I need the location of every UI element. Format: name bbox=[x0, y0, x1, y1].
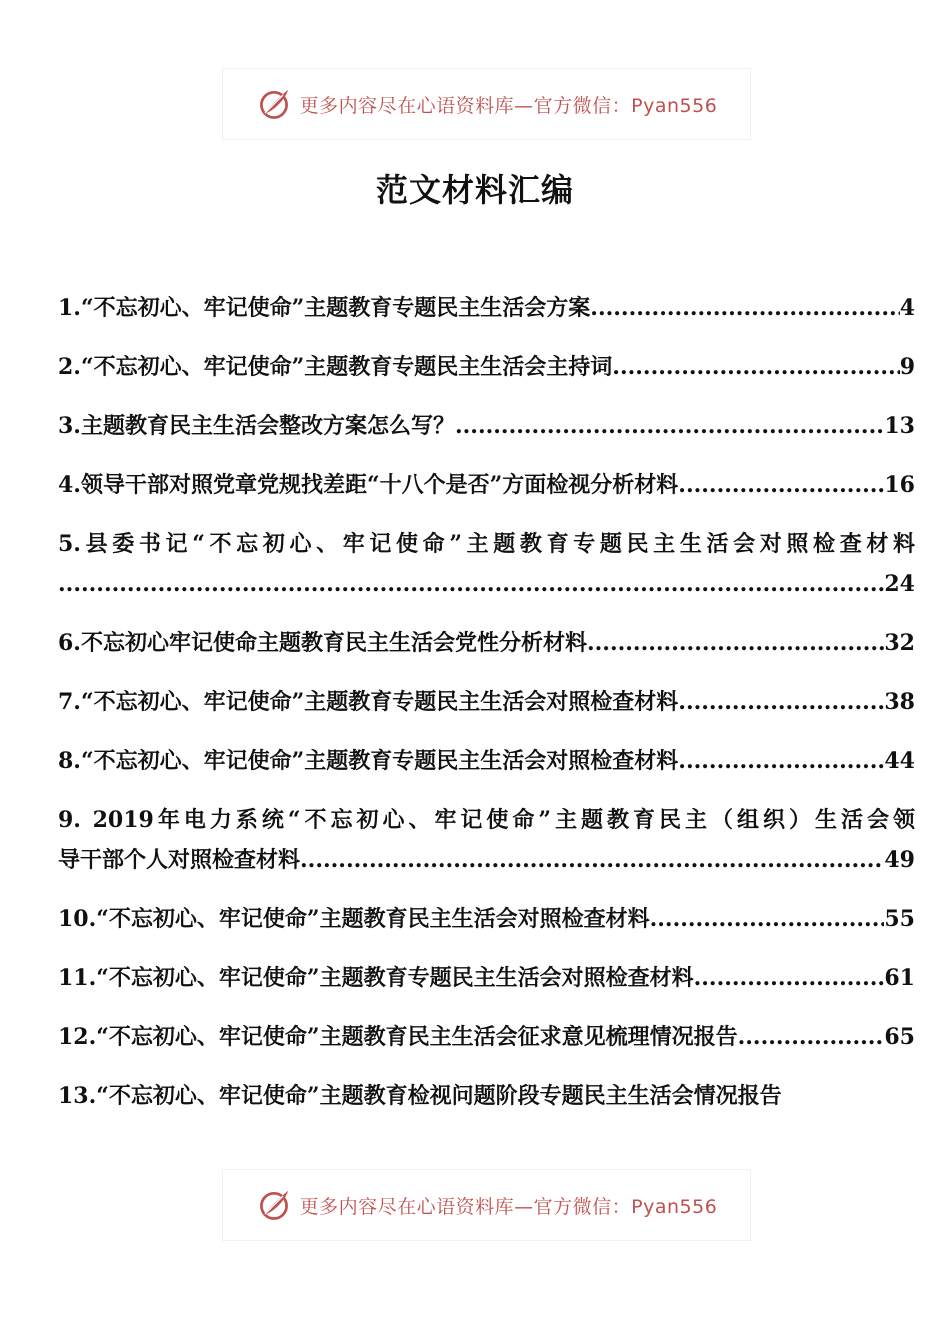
toc-entry-title: 8.“不忘初心、牢记使命”主题教育专题民主生活会对照检查材料 bbox=[58, 748, 679, 774]
toc-entry[interactable] bbox=[58, 741, 915, 781]
toc-entry[interactable] bbox=[58, 682, 915, 722]
toc-entry[interactable] bbox=[58, 899, 915, 939]
toc-entry-title: 12.“不忘初心、牢记使命”主题教育民主生活会征求意见梳理情况报告 bbox=[58, 1024, 738, 1050]
toc-leader-dots bbox=[587, 623, 884, 663]
toc-leader-dots bbox=[678, 741, 884, 781]
toc-page-number: 44 bbox=[884, 748, 915, 774]
toc-page-number: 55 bbox=[884, 906, 915, 932]
toc-page-number: 9 bbox=[899, 354, 915, 380]
watermark-banner-top bbox=[223, 69, 750, 139]
toc-entry-title: 导干部个人对照检查材料 bbox=[58, 847, 301, 873]
toc-entry[interactable] bbox=[58, 288, 915, 328]
toc-entry[interactable] bbox=[58, 623, 915, 663]
toc-leader-dots bbox=[612, 347, 899, 387]
toc-page-number: 61 bbox=[884, 965, 915, 991]
toc-entry[interactable] bbox=[58, 1017, 915, 1057]
toc-leader-dots bbox=[455, 406, 884, 446]
toc-entry-title: 1.“不忘初心、牢记使命”主题教育专题民主生活会方案 bbox=[58, 295, 591, 321]
watermark-text: 更多内容尽在心语资料库—官方微信：Pyan556 bbox=[299, 1195, 718, 1218]
toc-entry[interactable] bbox=[58, 406, 915, 446]
toc-page-number: 65 bbox=[884, 1024, 915, 1050]
toc-page-number: 16 bbox=[884, 472, 915, 498]
toc-leader-dots bbox=[300, 840, 884, 880]
toc-entry-title: 4.领导干部对照党章党规找差距“十八个是否”方面检视分析材料 bbox=[58, 472, 679, 498]
feather-pen-logo-icon bbox=[256, 86, 292, 122]
toc-entry-title: 5.县委书记“不忘初心、牢记使命”主题教育专题民主生活会对照检查材料 bbox=[58, 531, 915, 557]
toc-page-number: 49 bbox=[884, 847, 915, 873]
toc-entry-title: 11.“不忘初心、牢记使命”主题教育专题民主生活会对照检查材料 bbox=[58, 965, 694, 991]
toc-leader-dots bbox=[58, 564, 884, 604]
toc-page-number: 38 bbox=[884, 689, 915, 715]
toc-entry[interactable] bbox=[58, 524, 915, 604]
toc-entry[interactable] bbox=[58, 1076, 915, 1116]
toc-entry-title: 2.“不忘初心、牢记使命”主题教育专题民主生活会主持词 bbox=[58, 354, 613, 380]
page-title: 范文材料汇编 bbox=[375, 171, 574, 209]
toc-entry-title: 3.主题教育民主生活会整改方案怎么写？ bbox=[58, 413, 455, 439]
toc-page-number: 32 bbox=[884, 630, 915, 656]
toc-entry-title: 10.“不忘初心、牢记使命”主题教育民主生活会对照检查材料 bbox=[58, 906, 650, 932]
toc-entry-title: 7.“不忘初心、牢记使命”主题教育专题民主生活会对照检查材料 bbox=[58, 689, 679, 715]
toc-entry-title: 6.不忘初心牢记使命主题教育民主生活会党性分析材料 bbox=[58, 630, 587, 656]
watermark-text: 更多内容尽在心语资料库—官方微信：Pyan556 bbox=[299, 94, 718, 117]
table-of-contents bbox=[58, 288, 915, 1135]
feather-pen-logo-icon bbox=[256, 1187, 292, 1223]
toc-entry-title: 9. 2019年电力系统“不忘初心、牢记使命”主题教育民主（组织）生活会领 bbox=[58, 807, 915, 833]
toc-leader-dots bbox=[678, 682, 884, 722]
toc-entry[interactable] bbox=[58, 958, 915, 998]
toc-leader-dots bbox=[650, 899, 885, 939]
toc-entry[interactable] bbox=[58, 465, 915, 505]
toc-page-number: 4 bbox=[899, 295, 915, 321]
toc-entry[interactable] bbox=[58, 347, 915, 387]
toc-leader-dots bbox=[590, 288, 899, 328]
toc-page-number: 13 bbox=[884, 413, 915, 439]
toc-entry[interactable] bbox=[58, 800, 915, 880]
toc-page-number: 24 bbox=[884, 571, 915, 597]
toc-leader-dots bbox=[694, 958, 885, 998]
watermark-banner-bottom bbox=[223, 1170, 750, 1240]
toc-leader-dots bbox=[738, 1017, 885, 1057]
toc-entry-title: 13.“不忘初心、牢记使命”主题教育检视问题阶段专题民主生活会情况报告 bbox=[58, 1083, 782, 1109]
toc-leader-dots bbox=[678, 465, 884, 505]
